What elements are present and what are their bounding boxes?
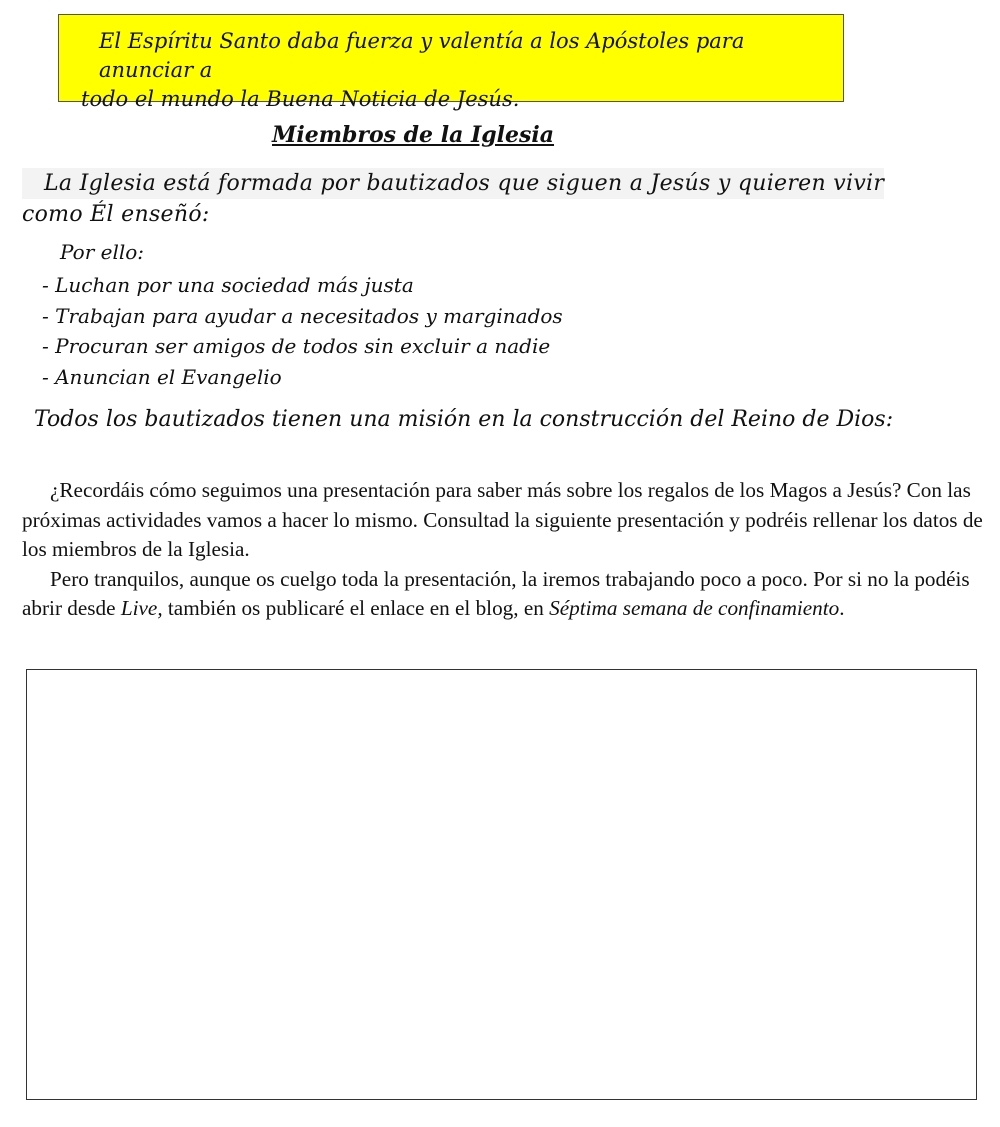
mission-statement: Todos los bautizados tienen una misión en la construcción del Reino de Dios:	[34, 407, 894, 432]
instructions-p2-text-b: también os publicaré el enlace en el blog, en	[162, 596, 550, 620]
instructions-paragraph-1	[22, 476, 992, 565]
instructions-text	[22, 476, 992, 624]
callout-line-2: todo el mundo la Buena Noticia de Jesús.	[81, 87, 520, 111]
actions-list	[42, 270, 563, 392]
instructions-p2-text-a: Pero tranquilos, aunque os cuelgo toda la presentación, la iremos trabajando poco a poco. Por si no la podéis abrir desde	[22, 566, 970, 620]
list-item: - Luchan por una sociedad más justa	[42, 273, 414, 297]
instructions-p1-text: ¿Recordáis cómo seguimos una presentación para saber más sobre los regalos de los Magos a Jesús? Con las próximas actividades vamos a hacer lo mismo. Consultad la siguiente presentación y podréis rellenar los datos de los miembros de la Iglesia.	[22, 478, 983, 561]
callout-line-1: El Espíritu Santo daba fuerza y valentía a los Apóstoles para anunciar a	[99, 29, 745, 82]
callout-box	[58, 14, 844, 111]
instructions-p2-end: .	[839, 596, 845, 620]
list-item: - Anuncian el Evangelio	[42, 364, 282, 389]
section-heading: Miembros de la Iglesia	[272, 122, 555, 148]
por-ello-label: Por ello:	[60, 240, 145, 264]
intro-line-1: La Iglesia está formada por bautizados que siguen a Jesús y quieren vivir	[22, 168, 884, 199]
week-emphasis: Séptima semana de confinamiento	[549, 596, 840, 620]
list-item: - Trabajan para ayudar a necesitados y marginados	[42, 303, 563, 328]
live-emphasis: Live,	[120, 596, 163, 620]
intro-paragraph	[22, 168, 902, 230]
presentation-embed-frame[interactable]	[26, 669, 977, 1100]
list-item: - Procuran ser amigos de todos sin excluir a nadie	[42, 334, 551, 358]
intro-line-2: como Él enseñó:	[22, 202, 210, 227]
instructions-paragraph-2	[22, 565, 992, 624]
